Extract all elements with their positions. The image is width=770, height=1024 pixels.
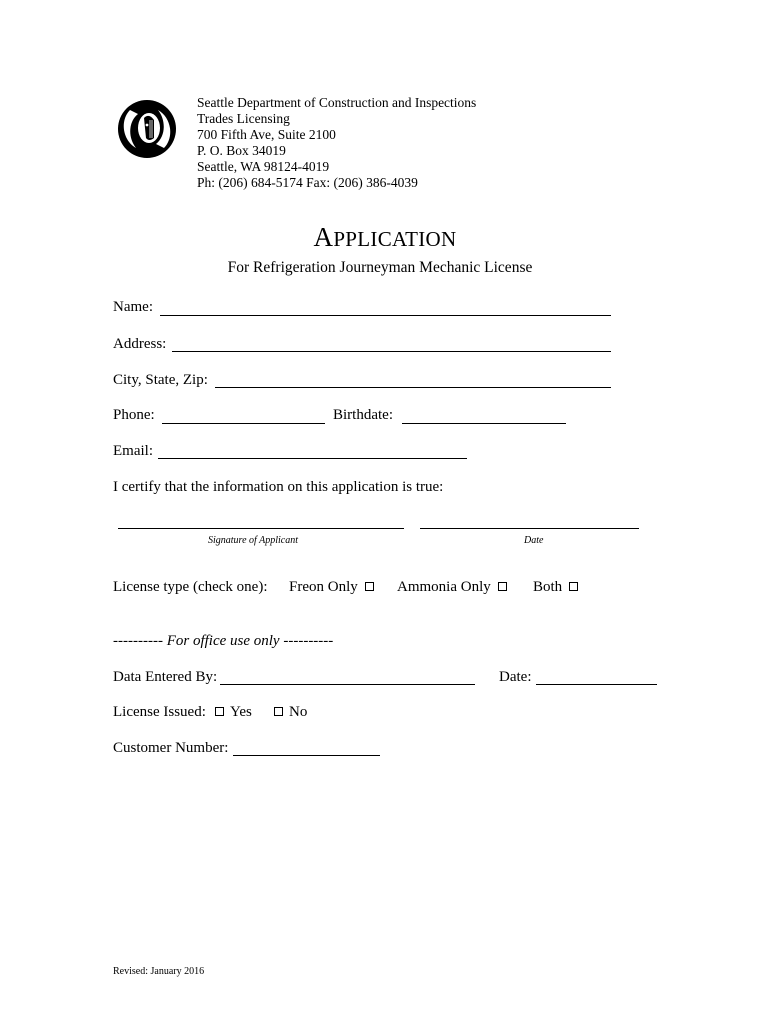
signature-field[interactable] bbox=[118, 528, 404, 529]
agency-header bbox=[197, 95, 476, 191]
title-rest: PPLICATION bbox=[333, 227, 457, 251]
license-option-both[interactable] bbox=[533, 579, 578, 596]
no-checkbox[interactable] bbox=[274, 707, 283, 716]
customer-number-field[interactable] bbox=[233, 755, 380, 756]
license-type-label: License type (check one): bbox=[113, 579, 268, 595]
customer-number-label: Customer Number: bbox=[113, 740, 229, 756]
header-line: 700 Fifth Ave, Suite 2100 bbox=[197, 127, 336, 142]
office-use-heading: ---------- For office use only ---------- bbox=[113, 633, 334, 649]
license-option-ammonia[interactable] bbox=[397, 579, 507, 596]
signature-caption: Signature of Applicant bbox=[208, 535, 298, 546]
page-title bbox=[0, 222, 770, 253]
license-issued-yes[interactable] bbox=[215, 704, 252, 721]
signature-date-field[interactable] bbox=[420, 528, 639, 529]
ammonia-label: Ammonia Only bbox=[397, 579, 491, 595]
license-issued-no[interactable] bbox=[274, 704, 307, 721]
name-label: Name: bbox=[113, 299, 153, 315]
phone-field[interactable] bbox=[162, 423, 325, 424]
both-label: Both bbox=[533, 579, 563, 595]
title-first-letter: A bbox=[313, 222, 334, 252]
address-field[interactable] bbox=[172, 351, 611, 352]
address-label: Address: bbox=[113, 336, 167, 352]
email-label: Email: bbox=[113, 443, 153, 459]
date-caption: Date bbox=[524, 535, 544, 546]
birthdate-label: Birthdate: bbox=[333, 407, 393, 423]
header-line: Seattle Department of Construction and Inspections bbox=[197, 95, 477, 110]
office-date-label: Date: bbox=[499, 669, 532, 685]
phone-label: Phone: bbox=[113, 407, 155, 423]
name-field[interactable] bbox=[160, 315, 611, 316]
license-option-freon[interactable] bbox=[289, 579, 374, 596]
ammonia-checkbox[interactable] bbox=[498, 582, 507, 591]
data-entered-field[interactable] bbox=[220, 684, 475, 685]
yes-checkbox[interactable] bbox=[215, 707, 224, 716]
certify-statement: I certify that the information on this application is true: bbox=[113, 479, 444, 495]
header-line: Seattle, WA 98124-4019 bbox=[197, 159, 330, 174]
city-state-zip-label: City, State, Zip: bbox=[113, 372, 208, 388]
header-line: Ph: (206) 684-5174 Fax: (206) 386-4039 bbox=[197, 175, 418, 190]
office-date-field[interactable] bbox=[536, 684, 657, 685]
seattle-logo bbox=[116, 98, 178, 160]
freon-label: Freon Only bbox=[289, 579, 358, 595]
yes-label: Yes bbox=[230, 704, 252, 720]
both-checkbox[interactable] bbox=[569, 582, 578, 591]
city-state-zip-field[interactable] bbox=[215, 387, 611, 388]
no-label: No bbox=[289, 704, 308, 720]
license-issued-label: License Issued: bbox=[113, 704, 206, 720]
email-field[interactable] bbox=[158, 458, 467, 459]
header-line: P. O. Box 34019 bbox=[197, 143, 286, 158]
page-subtitle: For Refrigeration Journeyman Mechanic License bbox=[227, 259, 533, 276]
data-entered-label: Data Entered By: bbox=[113, 669, 218, 685]
birthdate-field[interactable] bbox=[402, 423, 566, 424]
freon-checkbox[interactable] bbox=[365, 582, 374, 591]
header-line: Trades Licensing bbox=[197, 111, 290, 126]
revision-footer: Revised: January 2016 bbox=[113, 966, 205, 977]
